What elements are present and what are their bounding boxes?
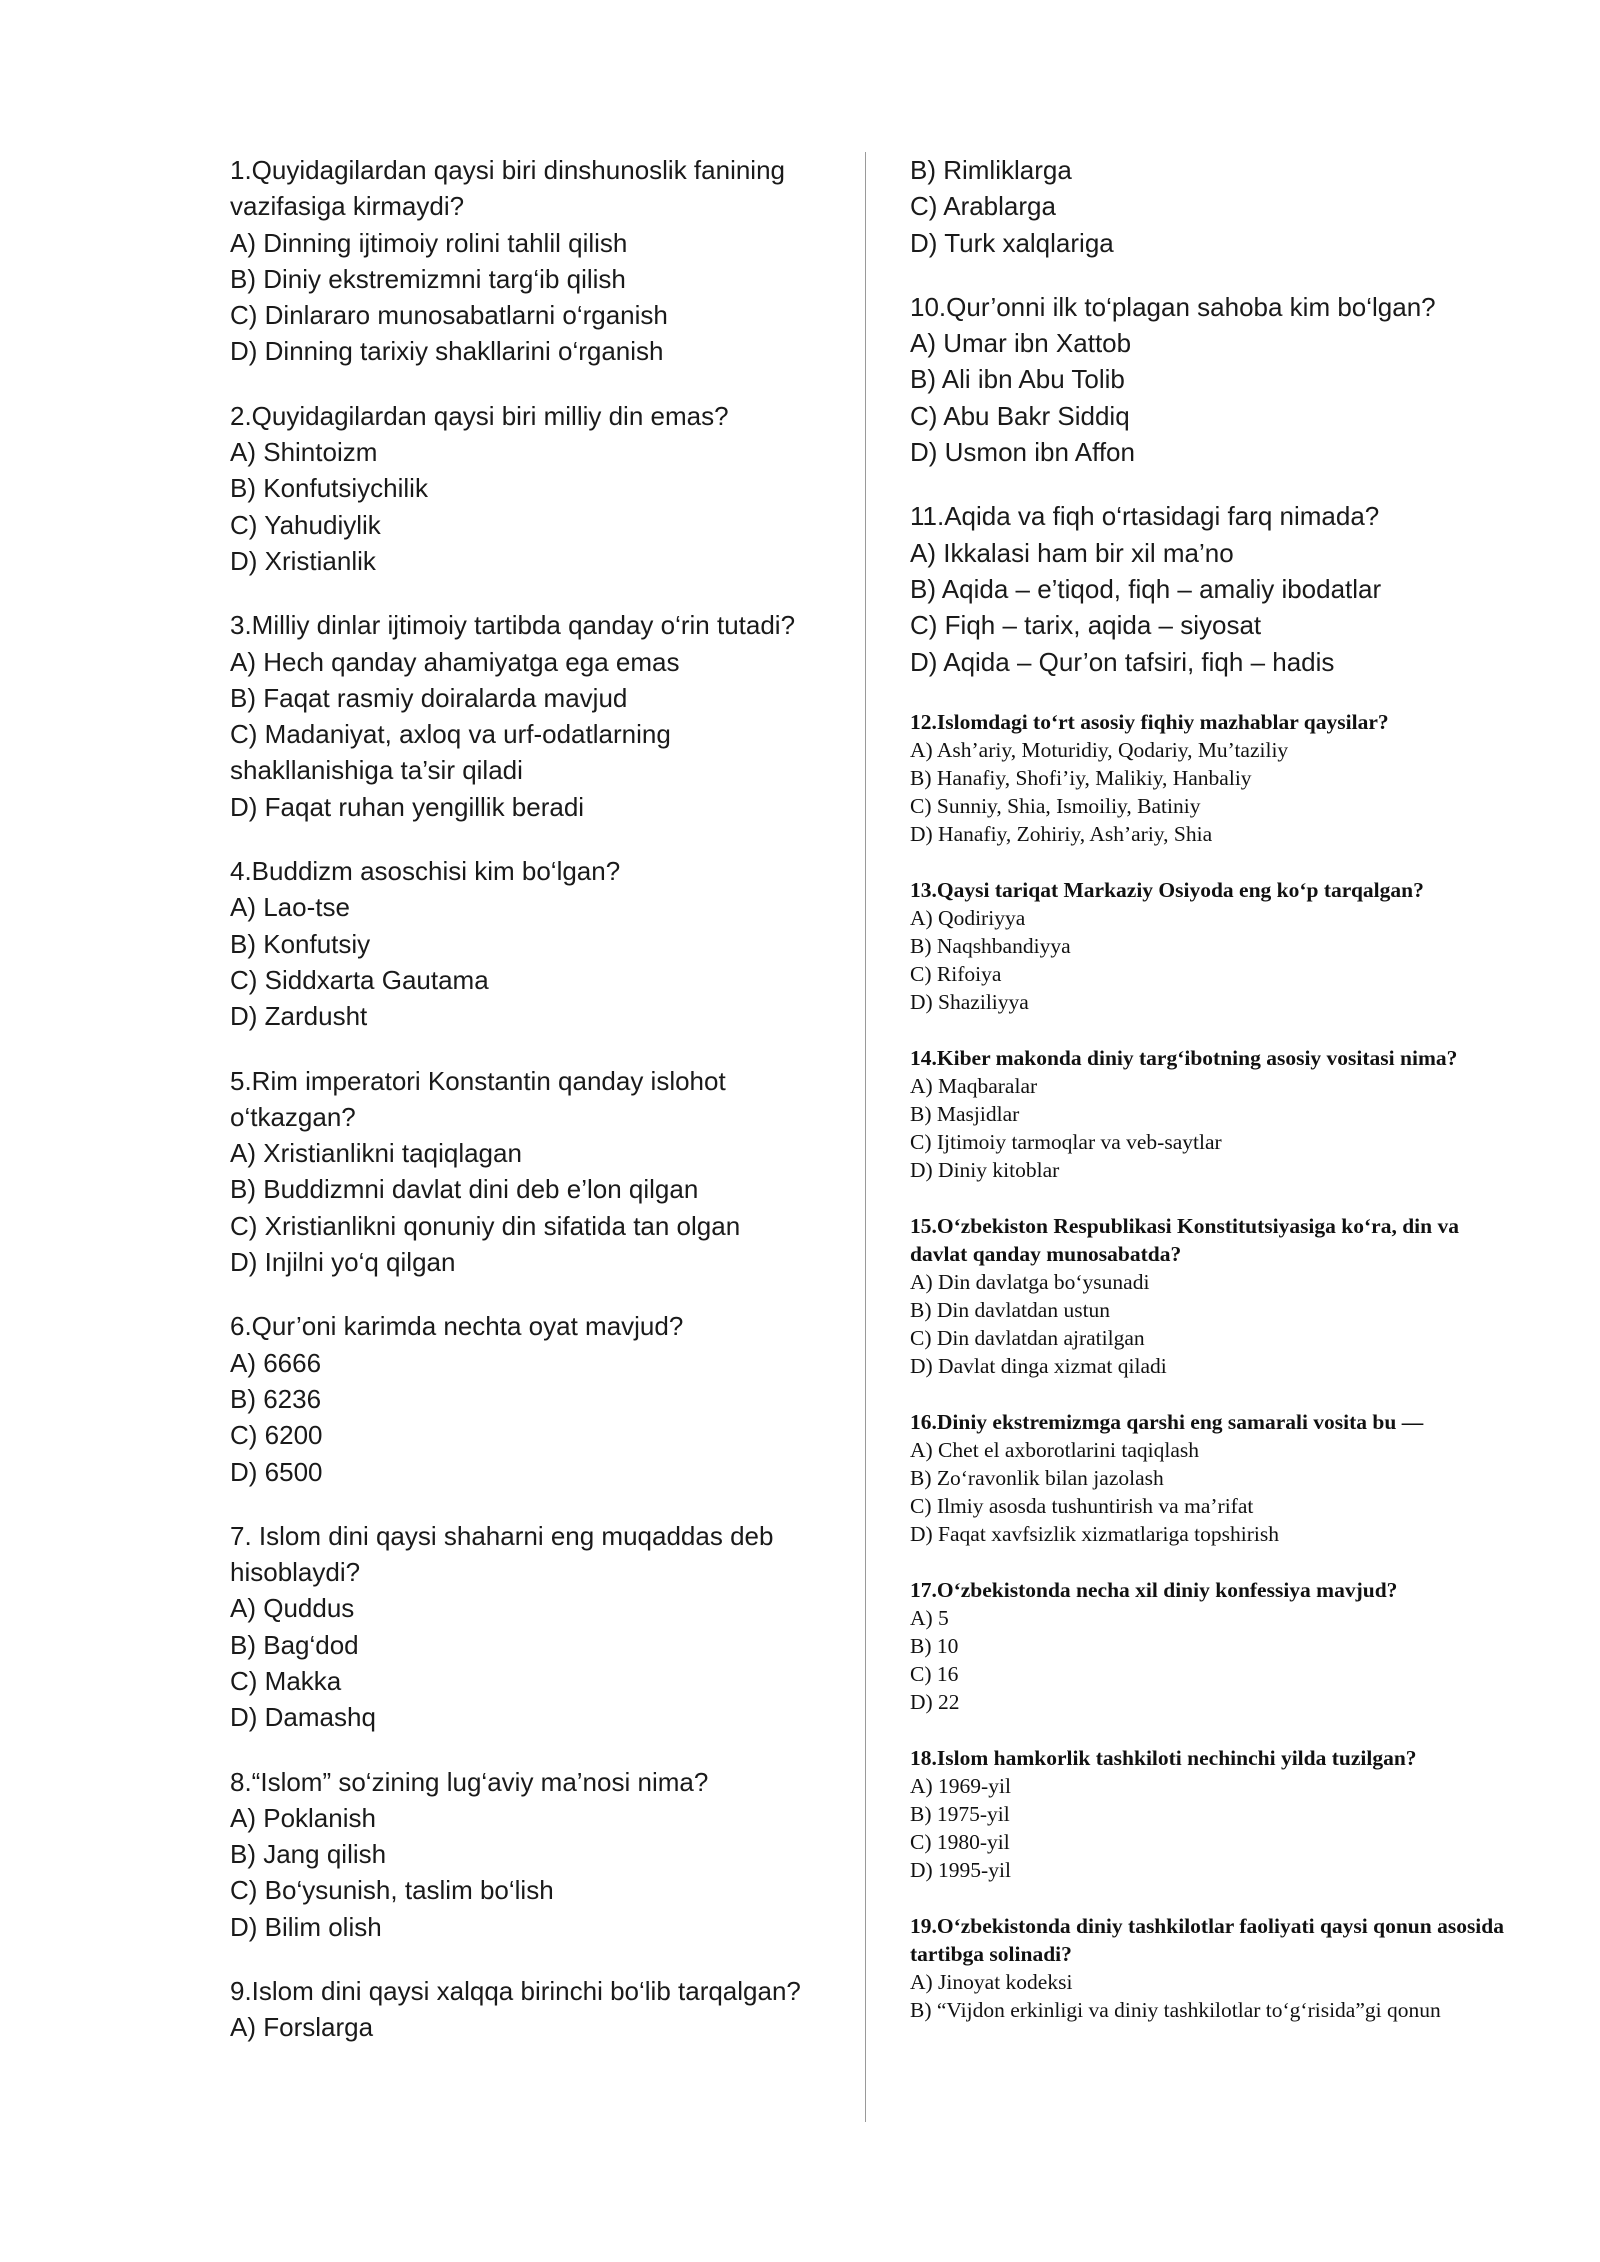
question-block <box>910 1212 1520 1380</box>
question-block <box>910 1912 1520 2024</box>
question-block <box>230 1308 840 1489</box>
question-title: 7. Islom dini qaysi shaharni eng muqaddas deb hisoblaydi? <box>230 1520 774 1588</box>
answer-option: D) Damashq <box>230 1702 376 1733</box>
answer-option: B) Faqat rasmiy doiralarda mavjud <box>230 682 628 713</box>
question-title: 1.Quyidagilardan qaysi biri dinshunoslik fanining vazifasiga kirmaydi? <box>230 155 786 222</box>
answer-option: D) 6500 <box>230 1456 323 1487</box>
question-block <box>230 1764 840 1945</box>
answer-option: D) Shaziliyya <box>910 989 1029 1014</box>
answer-option: C) 6200 <box>230 1420 323 1451</box>
answer-option: C) Xristianlikni qonuniy din sifatida tan olgan <box>230 1210 741 1241</box>
answer-option: C) Dinlararo munosabatlarni o‘rganish <box>230 300 668 331</box>
answer-option: C) Madaniyat, axloq va urf-odatlarning shakllanishiga ta’sir qiladi <box>230 719 671 786</box>
answer-option: A) Ikkalasi ham bir xil ma’no <box>910 537 1234 568</box>
answer-option: B) Aqida – e’tiqod, fiqh – amaliy ibodatlar <box>910 573 1382 604</box>
answer-option: D) Xristianlik <box>230 545 376 576</box>
answer-option: D) 1995-yil <box>910 1857 1011 1882</box>
answer-option: C) Makka <box>230 1665 342 1696</box>
answer-option: A) 1969-yil <box>910 1773 1011 1798</box>
answer-option: A) Shintoizm <box>230 437 378 468</box>
answer-option: C) Rifoiya <box>910 961 1002 986</box>
answer-option: A) Quddus <box>230 1593 355 1624</box>
question-title: 5.Rim imperatori Konstantin qanday islohot o‘tkazgan? <box>230 1065 726 1132</box>
answer-option: D) Turk xalqlariga <box>910 227 1114 258</box>
question-title: 13.Qaysi tariqat Markaziy Osiyoda eng ko‘p tarqalgan? <box>910 877 1424 902</box>
answer-option: A) Umar ibn Xattob <box>910 328 1132 359</box>
answer-option: A) 6666 <box>230 1347 322 1378</box>
answer-option: B) Konfutsiychilik <box>230 473 428 504</box>
answer-option: A) Din davlatga bo‘ysunadi <box>910 1269 1150 1294</box>
question-block <box>910 1044 1520 1184</box>
question-title: 4.Buddizm asoschisi kim bo‘lgan? <box>230 856 621 887</box>
question-title: 11.Aqida va fiqh o‘rtasidagi farq nimada? <box>910 501 1380 532</box>
left-column <box>230 152 840 2074</box>
question-title: 10.Qur’onni ilk to‘plagan sahoba kim bo‘lgan? <box>910 291 1436 322</box>
answer-option: A) Hech qanday ahamiyatga ega emas <box>230 646 680 677</box>
answer-option: B) Buddizmni davlat dini deb e’lon qilgan <box>230 1174 699 1205</box>
answer-option: D) Hanafiy, Zohiriy, Ash’ariy, Shia <box>910 821 1213 846</box>
right-serif-block <box>910 708 1520 2024</box>
question-block <box>910 876 1520 1016</box>
question-block <box>230 398 840 579</box>
answer-option: C) Arablarga <box>910 191 1056 222</box>
question-title: 19.O‘zbekistonda diniy tashkilotlar faoliyati qaysi qonun asosida tartibga solinadi? <box>910 1913 1504 1966</box>
answer-option: B) Bag‘dod <box>230 1629 359 1660</box>
answer-option: B) Konfutsiy <box>230 928 371 959</box>
answer-option: D) Injilni yo‘q qilgan <box>230 1247 456 1278</box>
question-title: 8.“Islom” so‘zining lug‘aviy ma’nosi nima? <box>230 1766 709 1797</box>
answer-option: C) Fiqh – tarix, aqida – siyosat <box>910 610 1262 641</box>
answer-option: D) Faqat xavfsizlik xizmatlariga topshirish <box>910 1521 1279 1546</box>
question-title: 12.Islomdagi to‘rt asosiy fiqhiy mazhablar qaysilar? <box>910 709 1389 734</box>
question-block <box>230 607 840 825</box>
answer-option: B) “Vijdon erkinligi va diniy tashkilotlar to‘g‘risida”gi qonun <box>910 1997 1441 2022</box>
answer-option: C) Sunniy, Shia, Ismoiliy, Batiniy <box>910 793 1201 818</box>
question-block <box>910 1744 1520 1884</box>
question-title: 18.Islom hamkorlik tashkiloti nechinchi yilda tuzilgan? <box>910 1745 1417 1770</box>
answer-option: D) Zardusht <box>230 1001 368 1032</box>
question-block <box>910 1576 1520 1716</box>
answer-option: B) 6236 <box>230 1383 322 1414</box>
answer-option: C) 16 <box>910 1661 959 1686</box>
question-block <box>230 853 840 1034</box>
question-block <box>230 1973 840 2046</box>
column-divider <box>865 152 866 2122</box>
answer-option: B) Masjidlar <box>910 1101 1020 1126</box>
answer-option: A) Chet el axborotlarini taqiqlash <box>910 1437 1199 1462</box>
answer-option: D) Dinning tarixiy shakllarini o‘rganish <box>230 336 664 367</box>
answer-option: C) Yahudiylik <box>230 509 381 540</box>
answer-option: B) Jang qilish <box>230 1839 387 1870</box>
question-title: 17.O‘zbekistonda necha xil diniy konfessiya mavjud? <box>910 1577 1398 1602</box>
answer-option: A) Ash’ariy, Moturidiy, Qodariy, Mu’taziliy <box>910 737 1289 762</box>
answer-option: D) Diniy kitoblar <box>910 1157 1060 1182</box>
answer-option: A) Lao-tse <box>230 892 350 923</box>
question-block <box>910 289 1520 470</box>
question-block <box>230 1518 840 1736</box>
answer-option: C) 1980-yil <box>910 1829 1010 1854</box>
question-block <box>910 1408 1520 1548</box>
answer-option: D) 22 <box>910 1689 960 1714</box>
question-block <box>910 708 1520 848</box>
answer-option: B) Naqshbandiyya <box>910 933 1071 958</box>
answer-option: A) Dinning ijtimoiy rolini tahlil qilish <box>230 227 628 258</box>
answer-option: D) Aqida – Qur’on tafsiri, fiqh – hadis <box>910 646 1335 677</box>
answer-option: C) Ilmiy asosda tushuntirish va ma’rifat <box>910 1493 1254 1518</box>
question-title: 15.O‘zbekiston Respublikasi Konstitutsiyasiga ko‘ra, din va davlat qanday munosabatda? <box>910 1213 1459 1266</box>
answer-option: B) Hanafiy, Shofi’iy, Malikiy, Hanbaliy <box>910 765 1252 790</box>
question-title: 9.Islom dini qaysi xalqqa birinchi bo‘lib tarqalgan? <box>230 1976 801 2007</box>
answer-option: C) Bo‘ysunish, taslim bo‘lish <box>230 1875 554 1906</box>
answer-option: C) Ijtimoiy tarmoqlar va veb-saytlar <box>910 1129 1222 1154</box>
question-title: 3.Milliy dinlar ijtimoiy tartibda qanday o‘rin tutadi? <box>230 610 796 641</box>
answer-option: A) Maqbaralar <box>910 1073 1038 1098</box>
question-title: 16.Diniy ekstremizmga qarshi eng samarali vosita bu — <box>910 1409 1424 1434</box>
question-title: 14.Kiber makonda diniy targ‘ibotning asosiy vositasi nima? <box>910 1045 1458 1070</box>
right-sans-block <box>910 152 1520 680</box>
question-title: 2.Quyidagilardan qaysi biri milliy din emas? <box>230 400 729 431</box>
answer-option: A) Jinoyat kodeksi <box>910 1969 1073 1994</box>
answer-option: D) Davlat dinga xizmat qiladi <box>910 1353 1167 1378</box>
answer-option: A) Poklanish <box>230 1802 376 1833</box>
question-9-continuation <box>910 152 1520 261</box>
answer-option: C) Siddxarta Gautama <box>230 964 489 995</box>
answer-option: B) Rimliklarga <box>910 155 1072 185</box>
answer-option: B) Diniy ekstremizmni targ‘ib qilish <box>230 263 626 294</box>
answer-option: D) Usmon ibn Affon <box>910 437 1135 468</box>
answer-option: B) 1975-yil <box>910 1801 1010 1826</box>
question-block <box>230 152 840 370</box>
question-title: 6.Qur’oni karimda nechta oyat mavjud? <box>230 1311 684 1342</box>
right-column <box>910 152 1520 2052</box>
answer-option: D) Faqat ruhan yengillik beradi <box>230 791 585 822</box>
answer-option: D) Bilim olish <box>230 1911 382 1942</box>
answer-option: B) Zo‘ravonlik bilan jazolash <box>910 1465 1164 1490</box>
answer-option: B) Din davlatdan ustun <box>910 1297 1111 1322</box>
answer-option: A) Forslarga <box>230 2012 374 2043</box>
answer-option: C) Abu Bakr Siddiq <box>910 400 1130 431</box>
answer-option: A) Xristianlikni taqiqlagan <box>230 1138 522 1169</box>
answer-option: C) Din davlatdan ajratilgan <box>910 1325 1145 1350</box>
answer-option: A) 5 <box>910 1605 949 1630</box>
answer-option: B) Ali ibn Abu Tolib <box>910 364 1125 395</box>
question-block <box>910 498 1520 679</box>
answer-option: B) 10 <box>910 1633 959 1658</box>
question-block <box>230 1063 840 1281</box>
answer-option: A) Qodiriyya <box>910 905 1026 930</box>
